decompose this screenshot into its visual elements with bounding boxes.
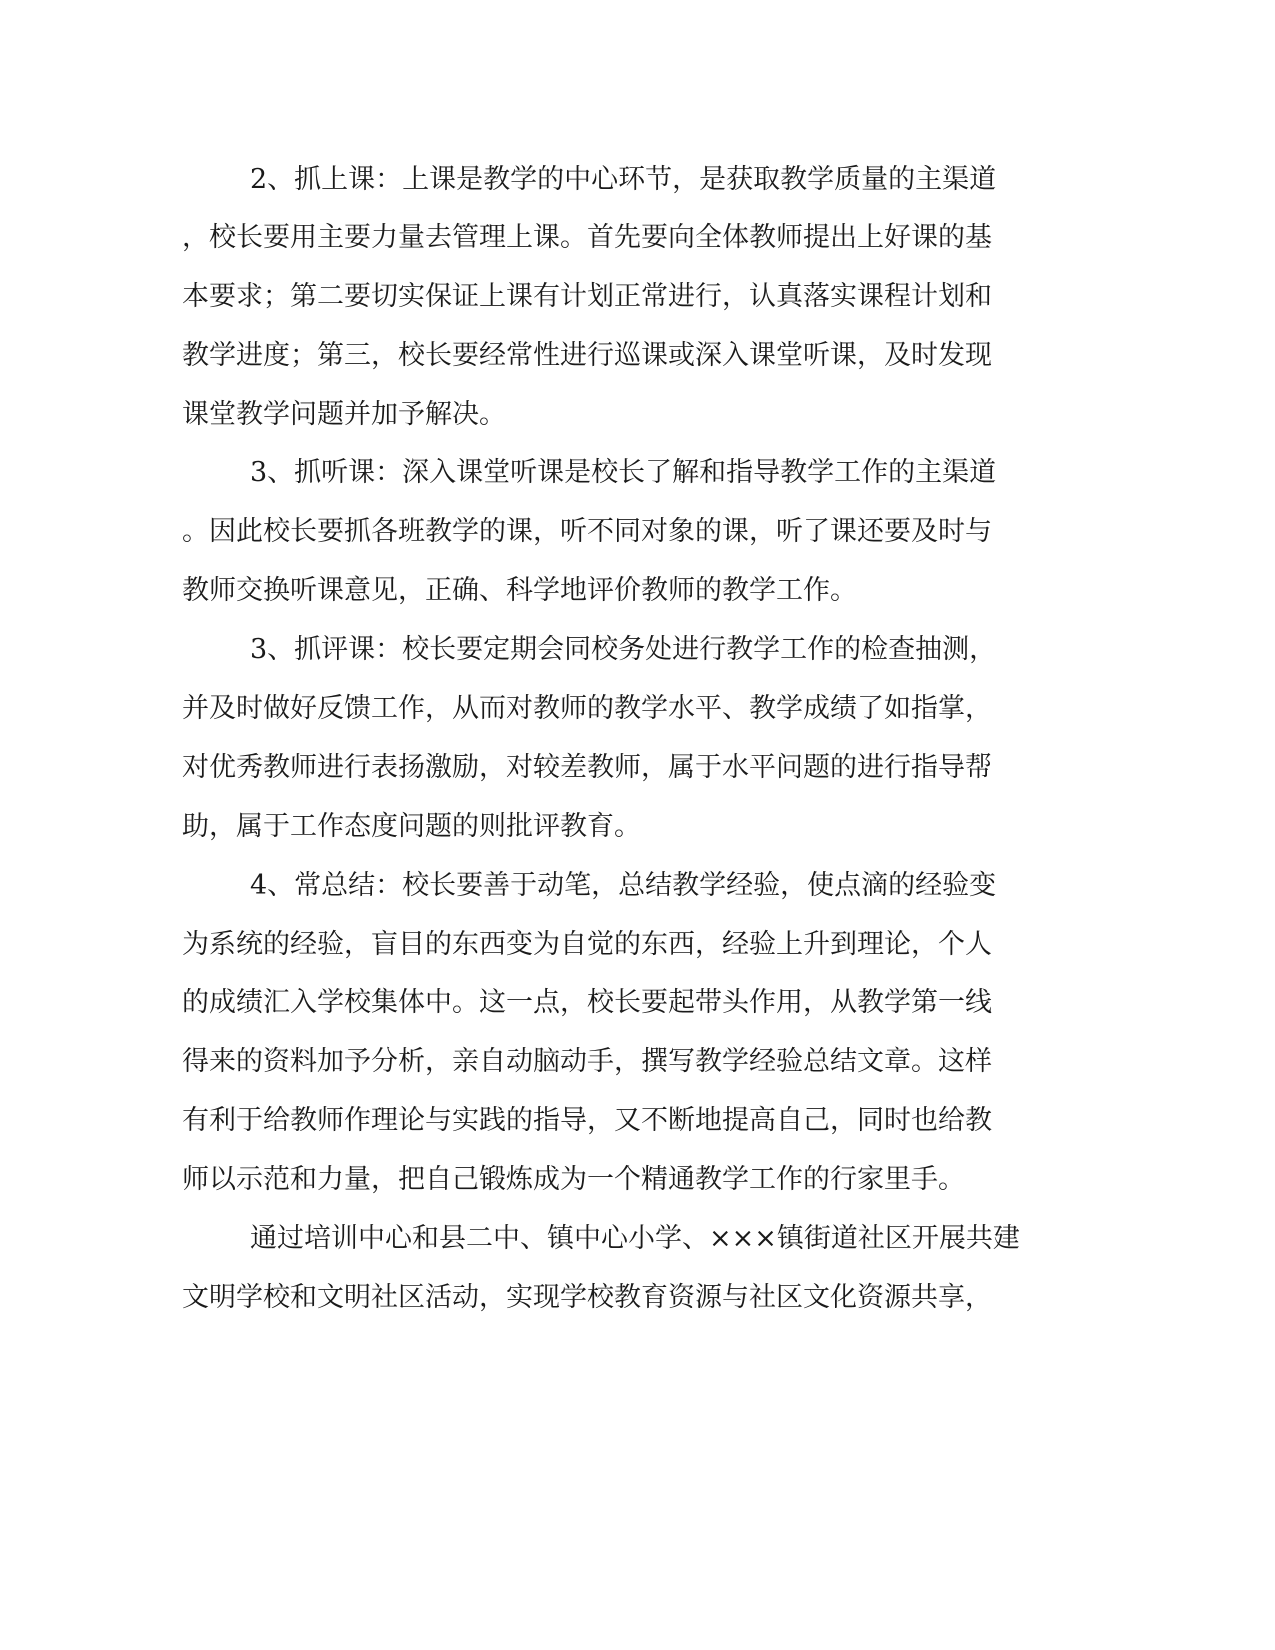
text-line: 文明学校和文明社区活动，实现学校教育资源与社区文化资源共享， <box>182 1282 992 1313</box>
text-line: 得来的资料加予分析，亲自动脑动手，撰写教学经验总结文章。这样 <box>182 1046 992 1077</box>
text-line: 的成绩汇入学校集体中。这一点，校长要起带头作用，从教学第一线 <box>182 987 992 1018</box>
text-line: 3、抓评课：校长要定期会同校务处进行教学工作的检查抽测， <box>250 634 997 665</box>
text-line: 对优秀教师进行表扬激励，对较差教师，属于水平问题的进行指导帮 <box>182 752 992 783</box>
text-line: 本要求；第二要切实保证上课有计划正常进行，认真落实课程计划和 <box>182 281 992 312</box>
text-line: 有利于给教师作理论与实践的指导，又不断地提高自己，同时也给教 <box>182 1105 992 1136</box>
text-line: 并及时做好反馈工作，从而对教师的教学水平、教学成绩了如指掌， <box>182 693 992 724</box>
text-line: 课堂教学问题并加予解决。 <box>182 399 506 430</box>
text-line: 为系统的经验，盲目的东西变为自觉的东西，经验上升到理论，个人 <box>182 929 992 960</box>
text-line: 2、抓上课：上课是教学的中心环节，是获取教学质量的主渠道 <box>250 164 997 195</box>
text-line: 通过培训中心和县二中、镇中心小学、×××镇街道社区开展共建 <box>250 1223 1020 1254</box>
text-line: ，校长要用主要力量去管理上课。首先要向全体教师提出上好课的基 <box>182 222 992 253</box>
text-line: 3、抓听课：深入课堂听课是校长了解和指导教学工作的主渠道 <box>250 457 997 488</box>
text-line: 教学进度；第三，校长要经常性进行巡课或深入课堂听课，及时发现 <box>182 340 992 371</box>
text-line: 助，属于工作态度问题的则批评教育。 <box>182 811 641 842</box>
text-line: 4、常总结：校长要善于动笔，总结教学经验，使点滴的经验变 <box>250 870 997 901</box>
text-line: 。因此校长要抓各班教学的课，听不同对象的课，听了课还要及时与 <box>182 516 992 547</box>
text-line: 教师交换听课意见，正确、科学地评价教师的教学工作。 <box>182 575 857 606</box>
text-line: 师以示范和力量，把自己锻炼成为一个精通教学工作的行家里手。 <box>182 1164 965 1195</box>
